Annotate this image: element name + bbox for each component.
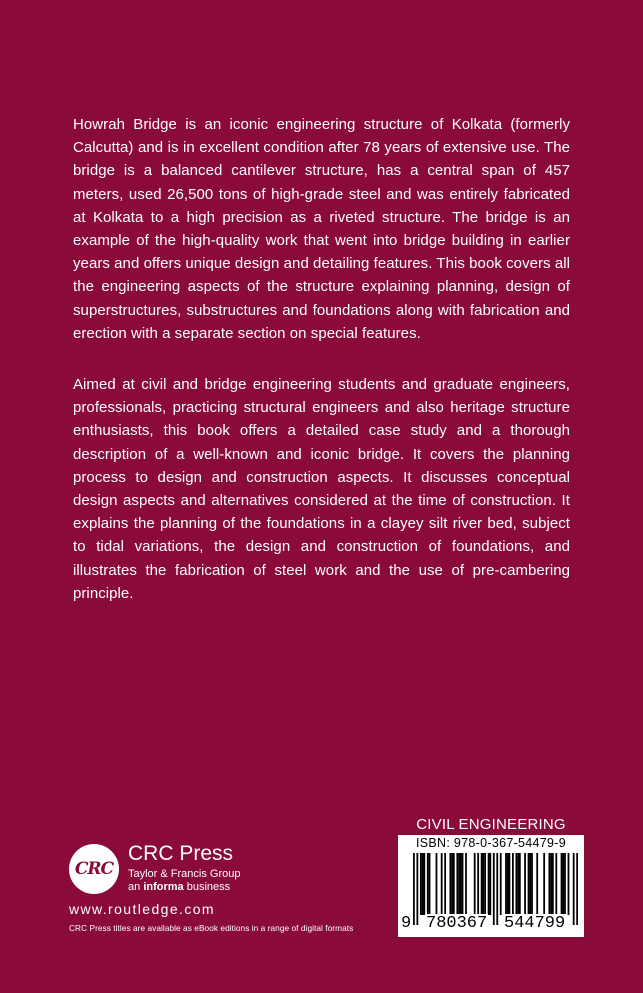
barcode-bar <box>453 853 455 915</box>
barcode-bar <box>576 853 578 925</box>
barcode-bar <box>500 853 502 915</box>
publisher-logo <box>69 843 329 894</box>
book-description <box>73 113 570 633</box>
barcode-bar <box>429 853 431 915</box>
barcode-bar <box>507 853 509 915</box>
barcode-bar <box>517 853 519 915</box>
barcode-bar <box>427 853 429 915</box>
barcode-bar <box>413 853 415 925</box>
subject-category: CIVIL ENGINEERING <box>416 816 566 833</box>
barcode-bar <box>460 853 462 915</box>
publisher-group: Taylor & Francis Group <box>128 868 241 880</box>
description-paragraph-1: Howrah Bridge is an iconic engineering structure of Kolkata (formerly Calcutta) and is in excellent condition after 78 years of extensive use. The bridge is a balanced cantilever structure, has a central span of 457 meters, used 26,500 tons of high-grade steel and was entirely fabricated at Kolkata to a high precision as a riveted structure. The bridge is an example of the high-quality work that went into bridge building in earlier years and offers unique design and detailing features. This book covers all the engineering aspects of the structure explaining planning, design of superstructures, substructures and foundations along with fabrication and erection with a separate section on special features. <box>73 116 570 342</box>
barcode-bar <box>528 853 530 915</box>
barcode-bar <box>462 853 464 915</box>
isbn-label: ISBN: 978-0-367-54479-9 <box>415 836 567 850</box>
barcode-bar <box>451 853 453 915</box>
barcode-bar <box>512 853 514 915</box>
barcode-bar <box>496 853 498 925</box>
barcode-bar <box>484 853 486 915</box>
barcode-bar <box>555 853 557 915</box>
barcode-bar <box>488 853 490 915</box>
barcode-bar <box>543 853 545 915</box>
barcode-bar <box>474 853 476 915</box>
barcode-bar <box>548 853 550 915</box>
barcode-bar <box>505 853 507 915</box>
barcode-bar <box>524 853 526 915</box>
barcode-bar <box>477 853 479 915</box>
barcode-bar <box>529 853 531 915</box>
barcode-bar <box>493 853 495 925</box>
barcode-bar <box>482 853 484 915</box>
barcode-bar <box>458 853 460 915</box>
barcode-bar <box>420 853 422 915</box>
barcode-bar <box>568 853 570 915</box>
isbn-digit-first: 9 <box>401 914 412 933</box>
barcode-bar <box>561 853 563 915</box>
barcode-bar <box>489 853 491 915</box>
barcode-bar <box>562 853 564 915</box>
barcode-bar <box>519 853 521 915</box>
ebook-note: CRC Press titles are available as eBook editions in a range of digital formats <box>69 923 354 933</box>
barcode-bar <box>481 853 483 915</box>
barcode-bar <box>564 853 566 915</box>
publisher-website: www.routledge.com <box>69 901 215 917</box>
barcode-bar <box>436 853 438 915</box>
barcode-bar <box>449 853 451 915</box>
informa-business: an informa business <box>128 881 231 893</box>
barcode-bar <box>573 853 575 925</box>
barcode-bar <box>422 853 424 915</box>
barcode-bar <box>509 853 511 915</box>
description-paragraph-2: Aimed at civil and bridge engineering students and graduate engineers, professionals, practicing structural engineers and also heritage structure enthusiasts, this book offers a detailed case study and a thorough description of a well-known and iconic bridge. It covers the planning process to design and construction aspects. It discusses conceptual design aspects and alternatives considered at the time of construction. It explains the planning of the foundations in a clayey silt river bed, subject to tidal variations, the design and construction of foundations, and illustrates the fabrication of steel work and the use of pre-cambering principle. <box>73 376 570 602</box>
publisher-block <box>69 843 329 917</box>
barcode-bar <box>536 853 538 915</box>
isbn-digits-left: 780367 <box>426 914 488 933</box>
crc-logo-icon: CRC <box>69 844 119 894</box>
isbn-digits-right: 544799 <box>504 914 566 933</box>
barcode-bar <box>550 853 552 915</box>
barcode-bar <box>416 853 418 925</box>
barcode-bar <box>552 853 554 915</box>
isbn-barcode <box>398 835 584 937</box>
barcode-bar <box>423 853 425 915</box>
barcode-bar <box>465 853 467 915</box>
barcode-bar <box>456 853 458 915</box>
barcode-bar <box>531 853 533 915</box>
barcode-bar <box>515 853 517 915</box>
barcode-bar <box>441 853 443 915</box>
barcode-bar <box>444 853 446 915</box>
publisher-name: CRC Press <box>128 842 234 865</box>
